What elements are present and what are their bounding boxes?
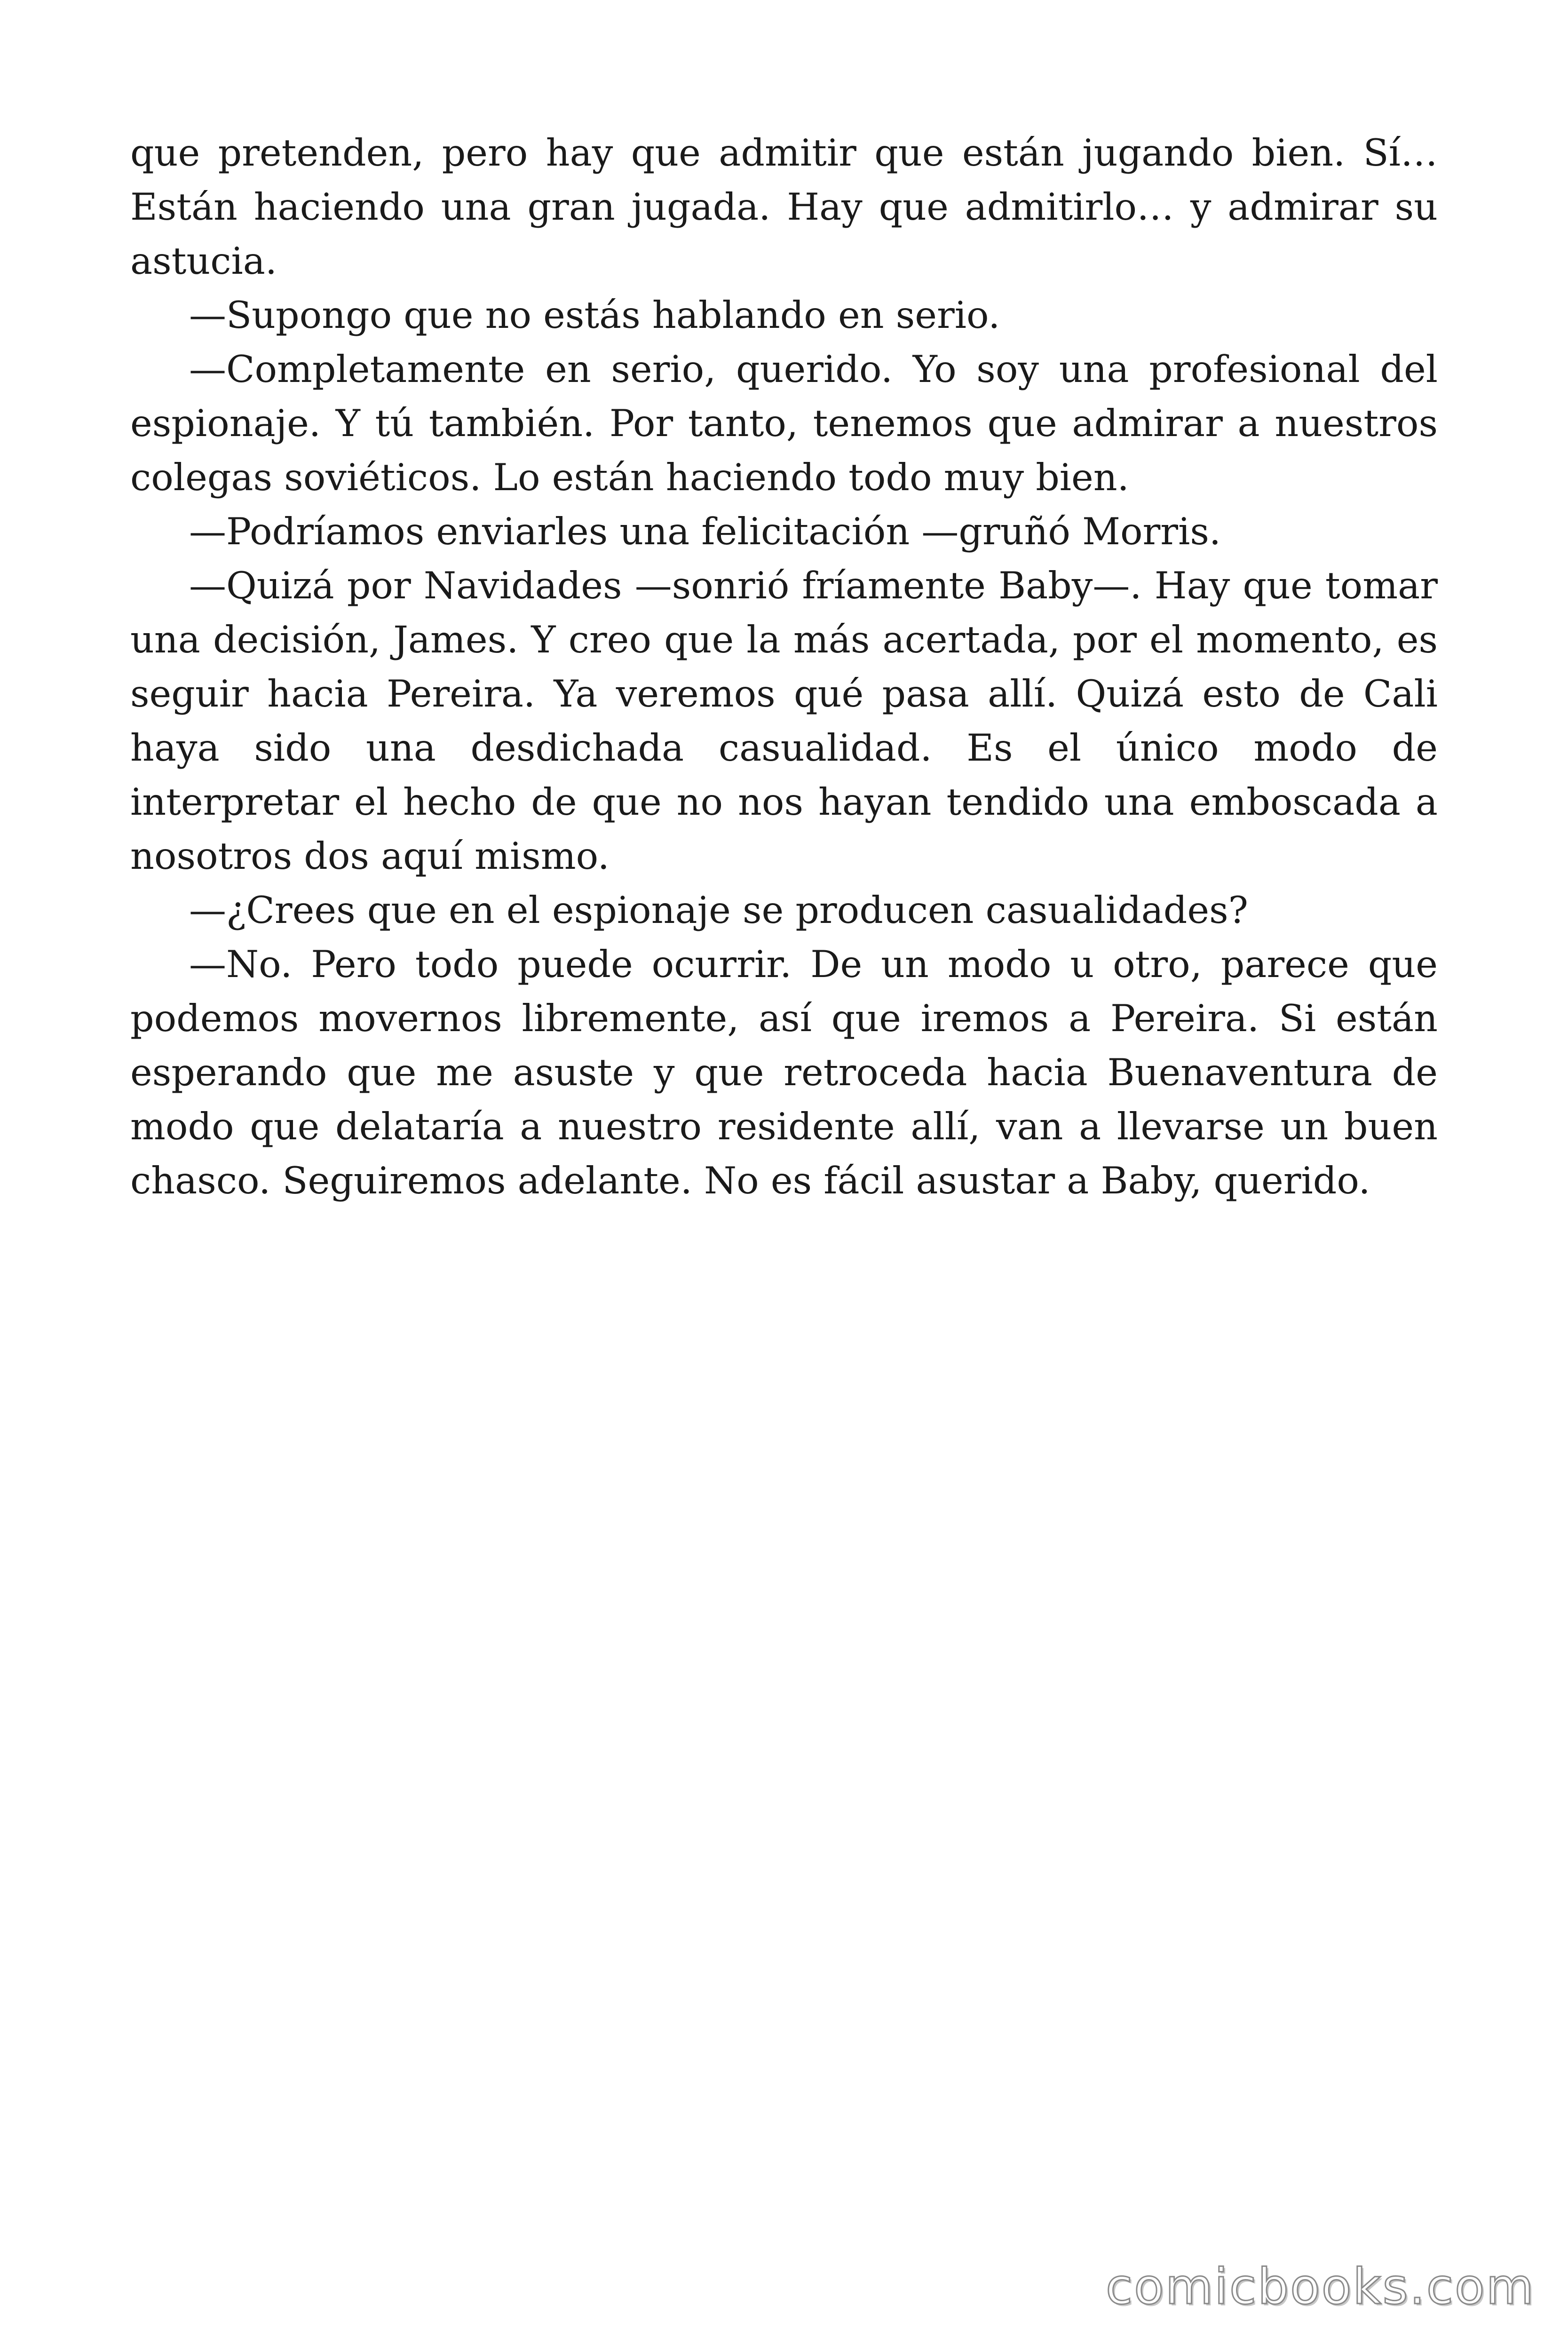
- body-text: [130, 126, 1438, 1208]
- paragraph-1: que pretenden, pero hay que admitir que están jugando bien. Sí… Están haciendo una gran jugada. Hay que admitirlo… y admirar su astucia.: [130, 131, 1438, 283]
- paragraph-7: —No. Pero todo puede ocurrir. De un modo u otro, parece que podemos movernos libremente, así que iremos a Pereira. Si están esperando que me asuste y que retroceda hacia Buenaventura de modo que delataría a nuestro residente allí, van a llevarse un buen chasco. Seguiremos adelante. No es fácil asustar a Baby, querido.: [130, 943, 1438, 1202]
- paragraph-4: —Podríamos enviarles una felicitación —gruñó Morris.: [189, 510, 1221, 553]
- watermark-logo: comicbooks.com: [1105, 2258, 1535, 2315]
- paragraph-5: —Quizá por Navidades —sonrió fríamente Baby—. Hay que tomar una decisión, James. Y creo que la más acertada, por el momento, es seguir hacia Pereira. Ya veremos qué pasa allí. Quizá esto de Cali haya sido una desdichada casualidad. Es el único modo de interpretar el hecho de que no nos hayan tendido una emboscada a nosotros dos aquí mismo.: [130, 564, 1438, 878]
- paragraph-3: —Completamente en serio, querido. Yo soy una profesional del espionaje. Y tú también. Por tanto, tenemos que admirar a nuestros colegas soviéticos. Lo están haciendo todo muy bien.: [130, 348, 1438, 499]
- paragraph-2: —Supongo que no estás hablando en serio.: [189, 294, 1000, 337]
- paragraph-6: —¿Crees que en el espionaje se producen casualidades?: [189, 889, 1248, 932]
